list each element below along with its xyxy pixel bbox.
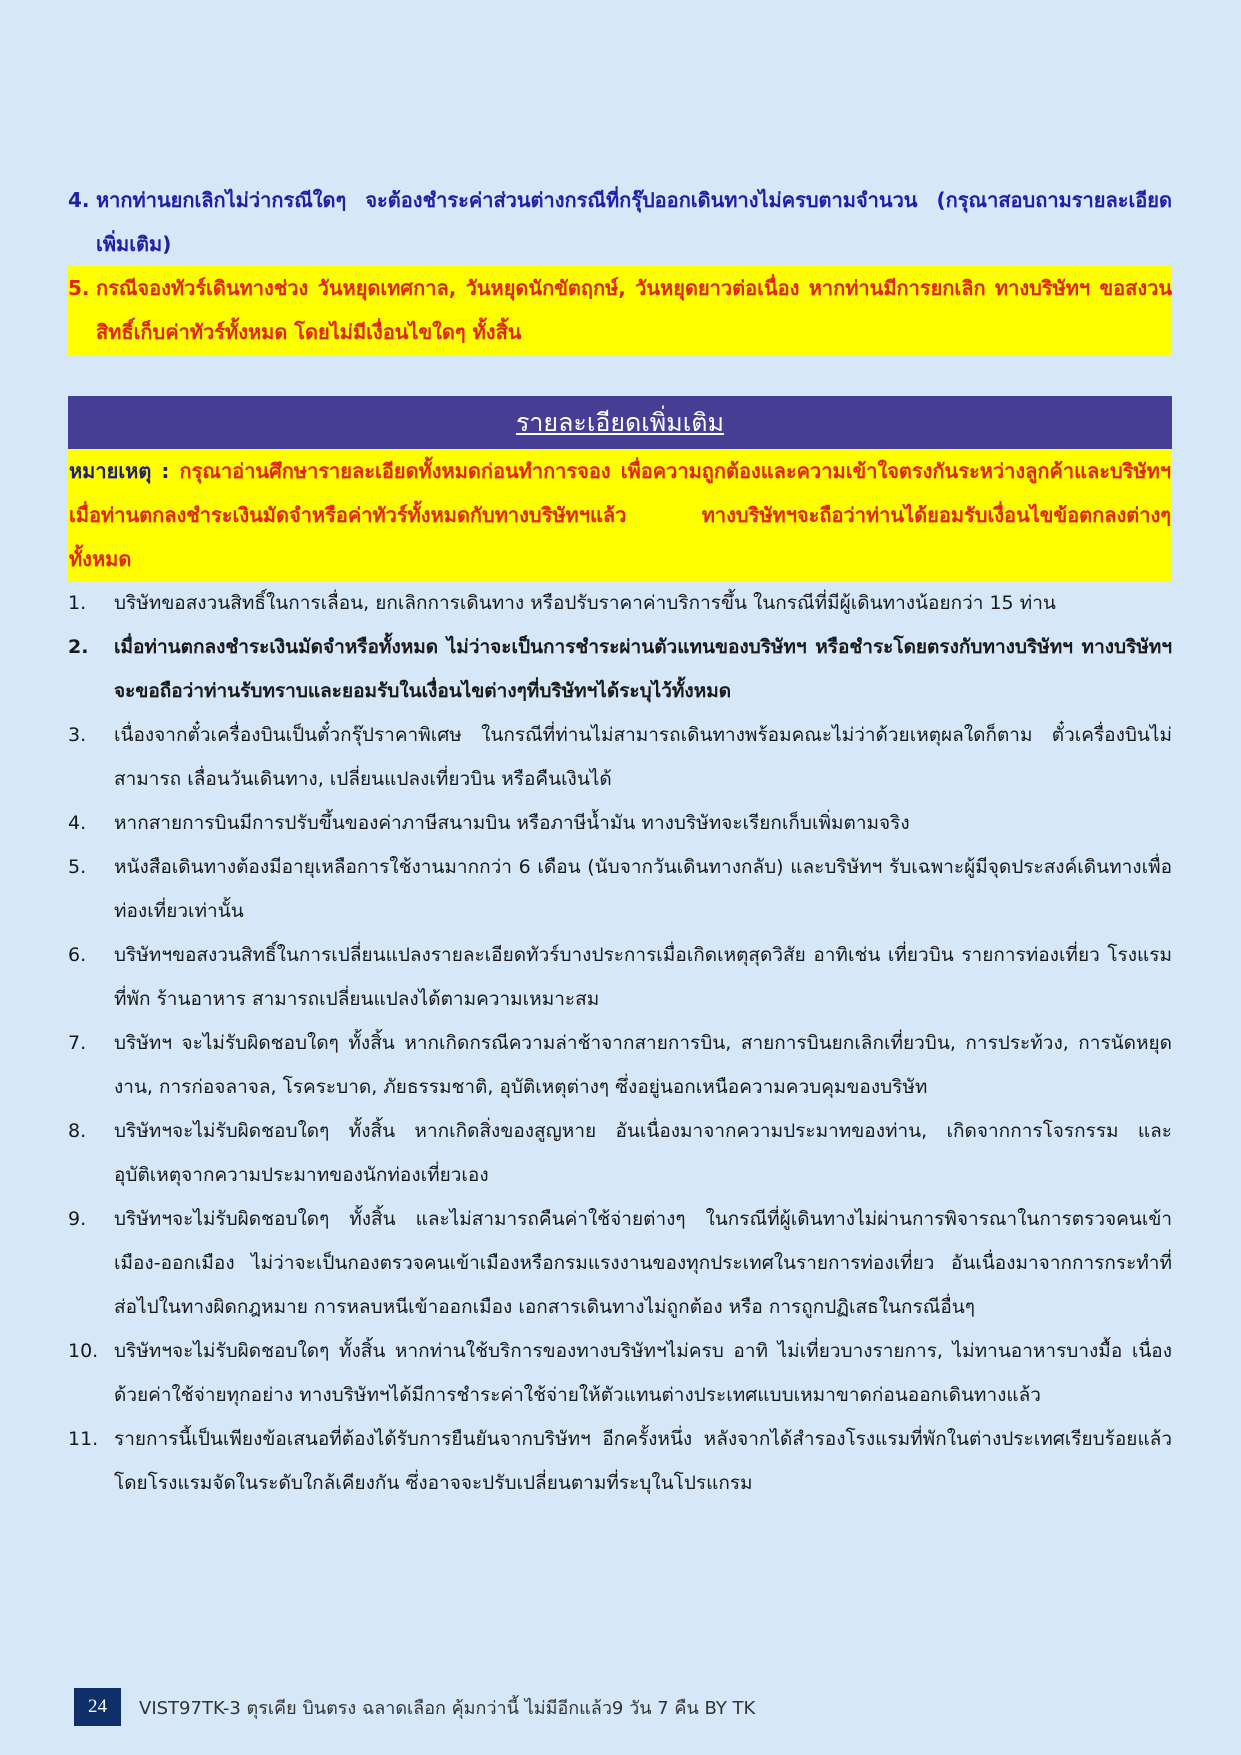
list-item <box>68 845 1172 933</box>
term-text: หากสายการบินมีการปรับขึ้นของค่าภาษีสนามบิน หรือภาษีน้ำมัน ทางบริษัทจะเรียกเก็บเพิ่มตามจริง <box>114 812 910 834</box>
term-text: เมื่อท่านตกลงชำระเงินมัดจำหรือทั้งหมด ไม่ว่าจะเป็นการชำระผ่านตัวแทนของบริษัทฯ หรือชำระโดยตรงกับทางบริษัทฯ ทางบริษัทฯ จะขอถือว่าท่านรับทราบและยอมรับในเงื่อนไขต่างๆที่บริษัทฯได้ระบุไว้ทั้งหมด <box>114 636 1172 702</box>
term-text: หนังสือเดินทางต้องมีอายุเหลือการใช้งานมากกว่า 6 เดือน (นับจากวันเดินทางกลับ) และบริษัทฯ รับเฉพาะผู้มีจุดประสงค์เดินทางเพื่อท่องเที่ยวเท่านั้น <box>114 856 1172 922</box>
term-number: 8. <box>68 1120 87 1142</box>
term-text: เนื่องจากตั๋วเครื่องบินเป็นตั๋วกรุ๊ปราคาพิเศษ ในกรณีที่ท่านไม่สามารถเดินทางพร้อมคณะไม่ว่าด้วยเหตุผลใดก็ตาม ตั๋วเครื่องบินไม่สามารถ เลื่อนวันเดินทาง, เปลี่ยนแปลงเที่ยวบิน หรือคืนเงินได้ <box>114 724 1172 790</box>
top-note-holiday-booking <box>67 266 1172 356</box>
list-item <box>68 713 1172 801</box>
list-item <box>68 1197 1172 1329</box>
term-text: บริษัทฯขอสงวนสิทธิ์ในการเปลี่ยนแปลงรายละเอียดทัวร์บางประการเมื่อเกิดเหตุสุดวิสัย อาทิเช่น เที่ยวบิน รายการท่องเที่ยว โรงแรมที่พัก ร้านอาหาร สามารถเปลี่ยนแปลงได้ตามความเหมาะสม <box>114 944 1172 1010</box>
term-text: บริษัทฯจะไม่รับผิดชอบใดๆ ทั้งสิ้น หากเกิดสิ่งของสูญหาย อันเนื่องมาจากความประมาทของท่าน, เกิดจากการโจรกรรม และ อุบัติเหตุจากความประมาทของนักท่องเที่ยวเอง <box>114 1120 1172 1186</box>
page-number: 24 <box>74 1688 121 1726</box>
details-title: รายละเอียดเพิ่มเติม <box>68 396 1172 449</box>
top-note-number: 4. <box>68 188 90 212</box>
details-section <box>68 396 1172 1505</box>
term-number: 3. <box>68 724 87 746</box>
term-number: 9. <box>68 1208 87 1230</box>
term-text: บริษัทฯจะไม่รับผิดชอบใดๆ ทั้งสิ้น และไม่สามารถคืนค่าใช้จ่ายต่างๆ ในกรณีที่ผู้เดินทางไม่ผ่านการพิจารณาในการตรวจคนเข้าเมือง-ออกเมือง ไม่ว่าจะเป็นกองตรวจคนเข้าเมืองหรือกรมแรงงานของทุกประเทศในรายการท่องเที่ยว อันเนื่องมาจากการกระทำที่ส่อไปในทางผิดกฎหมาย การหลบหนีเข้าออกเมือง เอกสารเดินทางไม่ถูกต้อง หรือ การถูกปฏิเสธในกรณีอื่นๆ <box>114 1208 1172 1318</box>
term-number: 11. <box>68 1428 99 1450</box>
term-number: 1. <box>68 592 87 614</box>
footer-title: VIST97TK-3 ตุรเคีย บินตรง ฉลาดเลือก คุ้มกว่านี้ ไม่มีอีกแล้ว9 วัน 7 คืน BY TK <box>139 1697 756 1719</box>
remark-label: หมายเหตุ : <box>69 459 170 483</box>
top-notes <box>68 178 1172 356</box>
term-number: 10. <box>68 1340 99 1362</box>
term-number: 2. <box>68 636 89 658</box>
list-item <box>68 933 1172 1021</box>
top-note-text: หากท่านยกเลิกไม่ว่ากรณีใดๆ จะต้องชำระค่าส่วนต่างกรณีที่กรุ๊ปออกเดินทางไม่ครบตามจำนวน (กรุณาสอบถามรายละเอียดเพิ่มเติม) <box>96 188 1172 256</box>
remark-text: กรุณาอ่านศึกษารายละเอียดทั้งหมดก่อนทำการจอง เพื่อความถูกต้องและความเข้าใจตรงกันระหว่างลูกค้าและบริษัทฯ เมื่อท่านตกลงชำระเงินมัดจำหรือค่าทัวร์ทั้งหมดกับทางบริษัทฯแล้ว ทางบริษัทฯจะถือว่าท่านได้ยอมรับเงื่อนไขข้อตกลงต่างๆ ทั้งหมด <box>69 459 1171 571</box>
term-number: 5. <box>68 856 87 878</box>
term-number: 4. <box>68 812 87 834</box>
details-remark <box>68 449 1172 581</box>
top-note-number: 5. <box>68 276 90 300</box>
page-footer <box>74 1688 755 1726</box>
list-item <box>68 581 1172 625</box>
top-note-text: กรณีจองทัวร์เดินทางช่วง วันหยุดเทศกาล, วันหยุดนักขัตฤกษ์, วันหยุดยาวต่อเนื่อง หากท่านมีการยกเลิก ทางบริษัทฯ ขอสงวนสิทธิ์เก็บค่าทัวร์ทั้งหมด โดยไม่มีเงื่อนไขใดๆ ทั้งสิ้น <box>96 276 1172 344</box>
term-text: บริษัทขอสงวนสิทธิ์ในการเลื่อน, ยกเลิกการเดินทาง หรือปรับราคาค่าบริการขึ้น ในกรณีที่มีผู้เดินทางน้อยกว่า 15 ท่าน <box>114 592 1056 614</box>
list-item <box>68 801 1172 845</box>
list-item <box>68 1329 1172 1417</box>
term-text: บริษัทฯ จะไม่รับผิดชอบใดๆ ทั้งสิ้น หากเกิดกรณีความล่าช้าจากสายการบิน, สายการบินยกเลิกเที่ยวบิน, การประท้วง, การนัดหยุดงาน, การก่อจลาจล, โรคระบาด, ภัยธรรมชาติ, อุบัติเหตุต่างๆ ซึ่งอยู่นอกเหนือความควบคุมของบริษัท <box>114 1032 1172 1098</box>
term-text: บริษัทฯจะไม่รับผิดชอบใดๆ ทั้งสิ้น หากท่านใช้บริการของทางบริษัทฯไม่ครบ อาทิ ไม่เที่ยวบางรายการ, ไม่ทานอาหารบางมื้อ เนื่องด้วยค่าใช้จ่ายทุกอย่าง ทางบริษัทฯได้มีการชำระค่าใช้จ่ายให้ตัวแทนต่างประเทศแบบเหมาขาดก่อนออกเดินทางแล้ว <box>114 1340 1172 1406</box>
top-note-cancellation <box>68 178 1172 266</box>
list-item <box>68 625 1172 713</box>
list-item <box>68 1417 1172 1505</box>
term-number: 6. <box>68 944 87 966</box>
term-text: รายการนี้เป็นเพียงข้อเสนอที่ต้องได้รับการยืนยันจากบริษัทฯ อีกครั้งหนึ่ง หลังจากได้สำรองโรงแรมที่พักในต่างประเทศเรียบร้อยแล้ว โดยโรงแรมจัดในระดับใกล้เคียงกัน ซึ่งอาจจะปรับเปลี่ยนตามที่ระบุในโปรแกรม <box>114 1428 1172 1494</box>
list-item <box>68 1021 1172 1109</box>
list-item <box>68 1109 1172 1197</box>
terms-list <box>68 581 1172 1505</box>
term-number: 7. <box>68 1032 87 1054</box>
